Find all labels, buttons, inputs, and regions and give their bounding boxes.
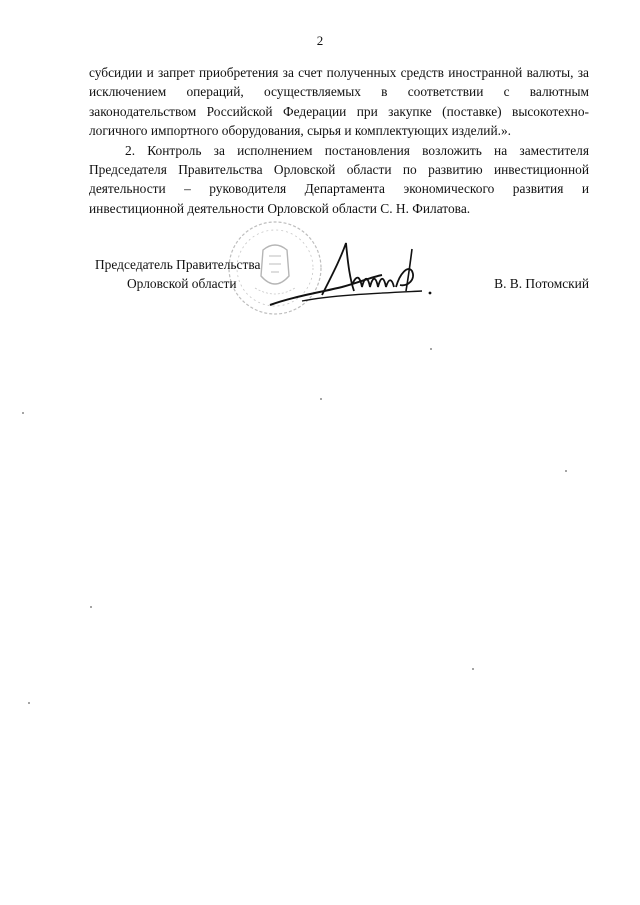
page-number: 2 — [316, 33, 324, 48]
signatory-position-line1: Председатель Правительства — [95, 257, 261, 272]
scan-speck — [22, 412, 24, 414]
scan-speck — [90, 606, 92, 608]
scan-speck — [320, 398, 322, 400]
paragraph-item-2: 2. Контроль за исполнением постановления возложить на заместителя Председателя Правительства Орловской области по развитию инвестиционной деятельности – руководителя Департамента экономического развития и инвестиционной деятельности Орловской области С. Н. Филатова. — [89, 142, 589, 216]
document-body — [89, 63, 589, 218]
signatory-position-line2: Орловской области — [127, 276, 237, 291]
scan-speck — [430, 348, 432, 350]
scan-speck — [565, 470, 567, 472]
scan-speck — [28, 702, 30, 704]
paragraph-continuation: субсидии и запрет приобретения за счет полученных средств иностранной валюты, за исключением операций, осуществляемых в соответствии с валютным законодательством Российской Федерации при закупке (поставке) высокотехно-логичного импортного оборудования, сырья и комплектующих изделий.». — [89, 65, 589, 139]
handwritten-signature-icon — [262, 235, 442, 315]
signatory-name: В. В. Потомский — [494, 276, 589, 291]
scan-speck — [472, 668, 474, 670]
